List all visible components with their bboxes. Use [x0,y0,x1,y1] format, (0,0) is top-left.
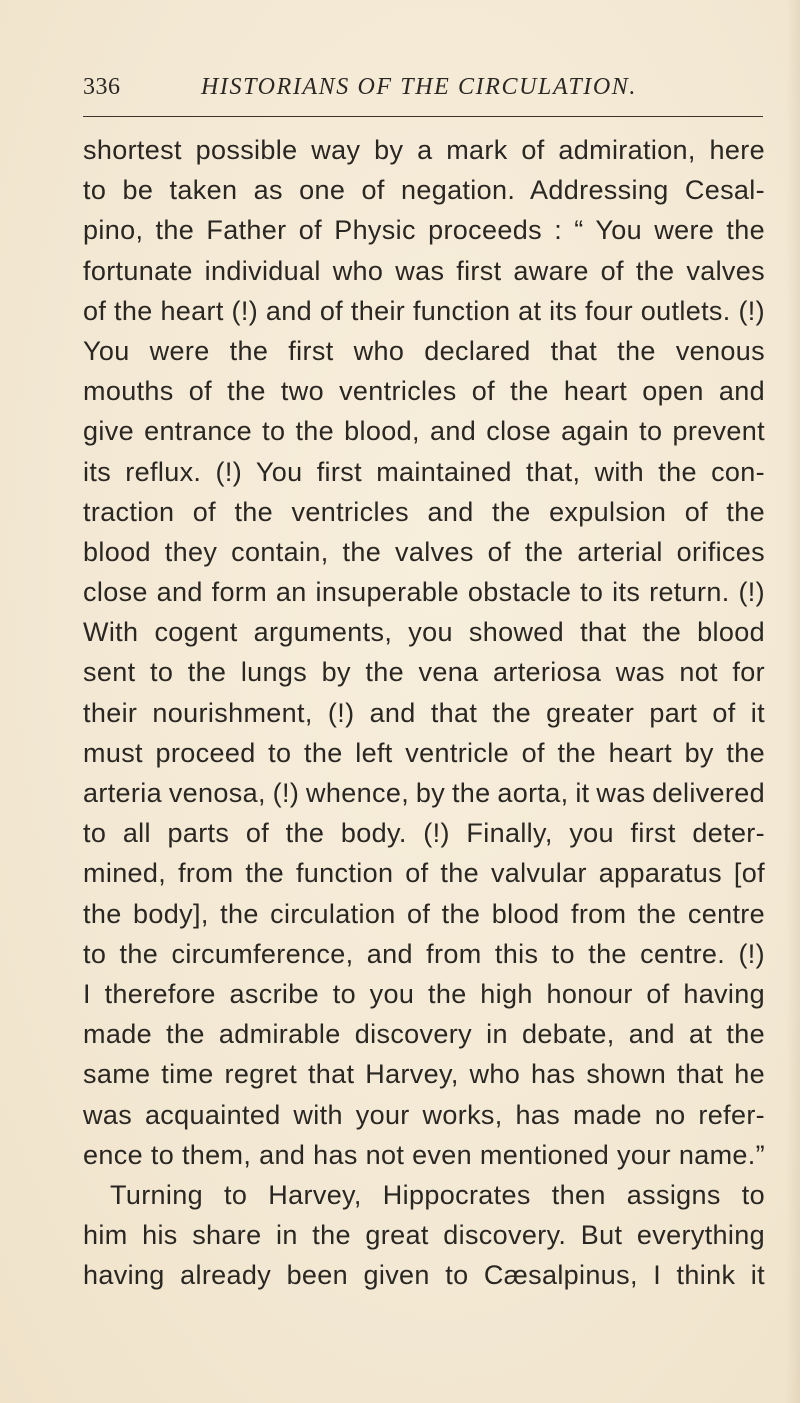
text-line: give entrance to the blood, and close again to prevent [83,416,765,447]
page-number: 336 [83,74,121,100]
text-line: fortunate individual who was first aware of the valves [83,255,765,286]
text-line: him his share in the great discovery. But everything [83,1220,765,1251]
text-line: to be taken as one of negation. Addressing Cesal- [83,175,765,206]
text-line: was acquainted with your works, has made no refer- [83,1099,765,1130]
text-line: their nourishment, (!) and that the greater part of it [83,697,765,728]
text-line: mined, from the function of the valvular apparatus [of [83,858,765,889]
text-line: close and form an insuperable obstacle to its return. (!) [83,577,765,608]
header-rule [83,116,763,117]
text-line-paragraph-start: Turning to Harvey, Hippocrates then assigns to [110,1179,765,1210]
text-line: sent to the lungs by the vena arteriosa was not for [83,657,765,688]
text-line: You were the first who declared that the venous [83,335,765,366]
text-line: to all parts of the body. (!) Finally, you first deter- [83,818,765,849]
text-line: traction of the ventricles and the expulsion of the [83,496,765,527]
text-line: shortest possible way by a mark of admiration, here [83,135,765,165]
page-edge-shadow [786,0,800,1403]
text-line: having already been given to Cæsalpinus, I think it [83,1260,765,1291]
text-line: arteria venosa, (!) whence, by the aorta, it was delivered [83,778,765,808]
text-line: must proceed to the left ventricle of the heart by the [83,737,765,768]
text-line: pino, the Father of Physic proceeds : “ You were the [83,215,765,246]
text-line: same time regret that Harvey, who has shown that he [83,1059,765,1090]
text-line: made the admirable discovery in debate, and at the [83,1019,765,1050]
text-line: the body], the circulation of the blood from the centre [83,898,765,929]
text-line: of the heart (!) and of their function at its four outlets. (!) [83,295,765,326]
text-line: ence to them, and has not even mentioned your name.” [83,1139,765,1170]
running-title: HISTORIANS OF THE CIRCULATION. [201,74,638,100]
running-head [83,74,763,114]
text-line: mouths of the two ventricles of the heart open and [83,376,765,407]
body-text [83,130,765,1295]
text-line: blood they contain, the valves of the arterial orifices [83,536,765,567]
text-line: With cogent arguments, you showed that the blood [83,617,765,648]
text-line: I therefore ascribe to you the high honour of having [83,978,765,1009]
text-line: its reflux. (!) You first maintained that, with the con- [83,456,765,487]
text-line: to the circumference, and from this to the centre. (!) [83,938,765,969]
